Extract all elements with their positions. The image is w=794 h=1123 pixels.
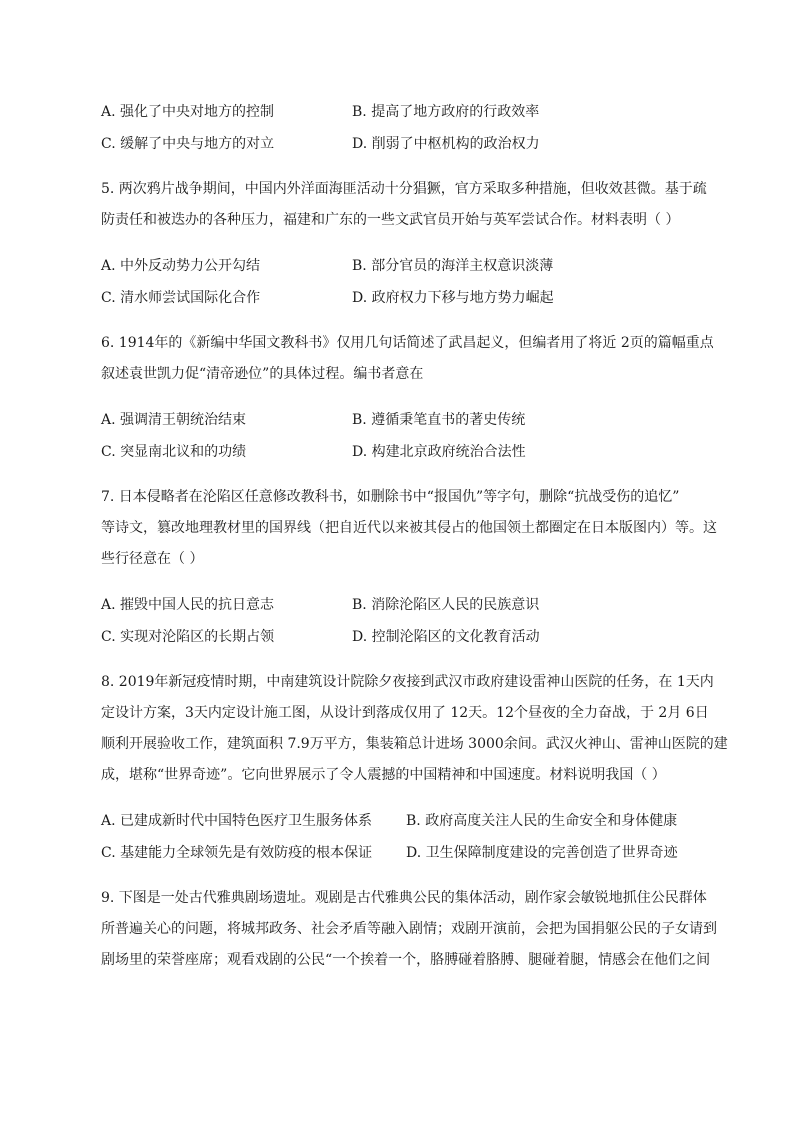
q6-option-d: D. 构建北京政府统治合法性 [352,444,526,460]
q8-stem-line-1: 8. 2019年新冠疫情时期，中南建筑设计院除夕夜接到武汉市政府建设雷神山医院的任务，在 1天内 [101,674,714,690]
q4-option-a: A. 强化了中央对地方的控制 [101,104,275,120]
q7-stem-line-2: 等诗文，篡改地理教材里的国界线（把自近代以来被其侵占的他国领土都圈定在日本版图内）等。这 [101,520,717,536]
q7-stem-line-3: 些行径意在（ ） [101,551,204,567]
q6-option-a: A. 强调清王朝统治结束 [101,412,247,428]
q9-stem-line-3: 剧场里的荣誉座席；观看戏剧的公民“一个挨着一个，胳膊碰着胳膊、腿碰着腿，情感会在他们之间 [101,952,711,968]
q6-option-b: B. 遵循秉笔直书的著史传统 [352,412,526,428]
q7-option-c: C. 实现对沦陷区的长期占领 [101,629,275,645]
q8-stem-line-4: 成，堪称“世界奇迹”。它向世界展示了令人震撼的中国精神和中国速度。材料说明我国（ ） [101,767,666,783]
q7-option-b: B. 消除沦陷区人民的民族意识 [352,597,540,613]
q5-option-b: B. 部分官员的海洋主权意识淡薄 [352,258,554,274]
q5-option-d: D. 政府权力下移与地方势力崛起 [352,290,554,306]
q8-option-d: D. 卫生保障制度建设的完善创造了世界奇迹 [406,845,678,861]
q8-stem-line-2: 定设计方案，3天内定设计施工图，从设计到落成仅用了 12天。12个昼夜的全力奋战，于 2月 6日 [101,705,709,721]
q9-stem-line-1: 9. 下图是一处古代雅典剧场遗址。观剧是古代雅典公民的集体活动，剧作家会敏锐地抓住公民群体 [101,890,707,906]
q5-stem-line-1: 5. 两次鸦片战争期间，中国内外洋面海匪活动十分猖獗，官方采取多种措施，但收效甚微。基于疏 [101,181,707,197]
q8-option-c: C. 基建能力全球领先是有效防疫的根本保证 [101,845,373,861]
q6-stem-line-2: 叙述袁世凯力促“清帝逊位”的具体过程。编书者意在 [101,366,424,382]
q4-option-d: D. 削弱了中枢机构的政治权力 [352,136,540,152]
q7-option-a: A. 摧毁中国人民的抗日意志 [101,597,275,613]
q4-option-c: C. 缓解了中央与地方的对立 [101,136,275,152]
q6-stem-line-1: 6. 1914年的《新编中华国文教科书》仅用几句话简述了武昌起义，但编者用了将近 2页的篇幅重点 [101,335,714,351]
q5-option-c: C. 清水师尝试国际化合作 [101,290,261,306]
q8-option-a: A. 已建成新时代中国特色医疗卫生服务体系 [101,813,373,829]
q4-option-b: B. 提高了地方政府的行政效率 [352,104,540,120]
q5-stem-line-2: 防责任和被迭办的各种压力，福建和广东的一些文武官员开始与英军尝试合作。材料表明（ ） [101,212,680,228]
q7-option-d: D. 控制沦陷区的文化教育活动 [352,629,540,645]
q9-stem-line-2: 所普遍关心的问题，将城邦政务、社会矛盾等融入剧情；戏剧开演前，会把为国捐躯公民的子女请到 [101,921,717,937]
q8-option-b: B. 政府高度关注人民的生命安全和身体健康 [406,813,678,829]
q7-stem-line-1: 7. 日本侵略者在沦陷区任意修改教科书，如删除书中“报国仇”等字句，删除“抗战受伤的追忆” [101,489,680,505]
q5-option-a: A. 中外反动势力公开勾结 [101,258,261,274]
q6-option-c: C. 突显南北议和的功绩 [101,444,247,460]
q8-stem-line-3: 顺利开展验收工作，建筑面积 7.9万平方，集装箱总计进场 3000余间。武汉火神山、雷神山医院的建 [101,736,728,752]
